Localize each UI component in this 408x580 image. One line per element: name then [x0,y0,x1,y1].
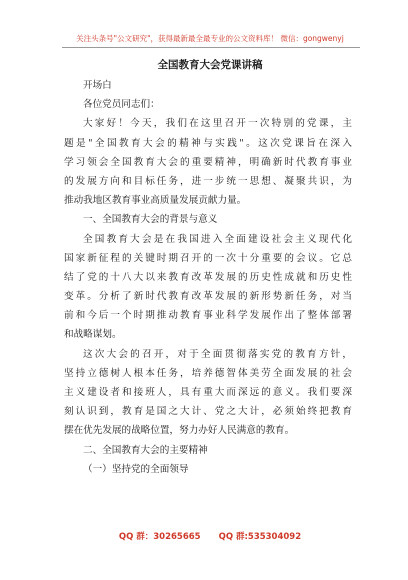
subsection-heading: （一）坚持党的全面领导 [83,463,189,475]
section-heading-2: 二、全国教育大会的主要精神 [83,444,208,456]
paragraph-line: 和战略谋划。 [64,329,122,341]
paragraph-line: 的发展方向和目标任务，进一步统一思想、凝聚共识，为 [64,175,352,187]
footer-contact [60,532,360,543]
paragraph-line: 刻认识到，教育是国之大计、党之大计，必须始终把教育 [64,406,352,418]
footer-qq-group-1: QQ 群：30265665 [118,532,201,542]
paragraph-line: 国家新征程的关键时期召开的一次十分重要的会议。它总 [64,252,352,264]
section-opening-label: 开场白 [83,80,112,91]
paragraph-line: 摆在优先发展的战略位置，努力办好人民满意的教育。 [64,425,295,437]
document-body [64,76,352,479]
paragraph-line: 前和今后一个时期推动教育事业科学发展作出了整体部署 [64,310,352,322]
paragraph-line: 题是"全国教育大会的精神与实践"。这次党课旨在深入 [64,137,352,149]
paragraph-line: 推动我地区教育事业高质量发展贡献力量。 [64,195,247,207]
paragraph-line: 变革。分析了新时代教育改革发展的新形势新任务，对当 [64,291,352,303]
paragraph-line: 全国教育大会是在我国进入全面建设社会主义现代化 [83,233,352,245]
paragraph-line: 这次大会的召开，对于全面贯彻落实党的教育方针， [83,348,352,360]
paragraph-line: 结了党的十八大以来教育改革发展的历史性成就和历史性 [64,271,352,283]
header-divider [62,47,360,48]
paragraph-line: 主义建设者和接班人，具有重大而深远的意义。我们要深 [64,387,352,398]
salutation: 各位党员同志们： [83,99,160,111]
paragraph-line: 学习领会全国教育大会的重要精神，明确新时代教育事业 [64,156,352,168]
header-banner: 关注头条号"公文研究"，获得最新最全最专业的公文资料库！ 微信：gongwenyj [76,34,344,43]
document-title: 全国教育大会党课讲稿 [157,59,263,71]
section-heading-1: 一、全国教育大会的背景与意义 [83,214,218,226]
footer-qq-group-2: QQ 群:535304092 [218,532,302,542]
paragraph-line: 大家好！今天，我们在这里召开一次特别的党课，主 [83,118,352,130]
paragraph-line: 坚持立德树人根本任务，培养德智体美劳全面发展的社会 [64,367,352,379]
